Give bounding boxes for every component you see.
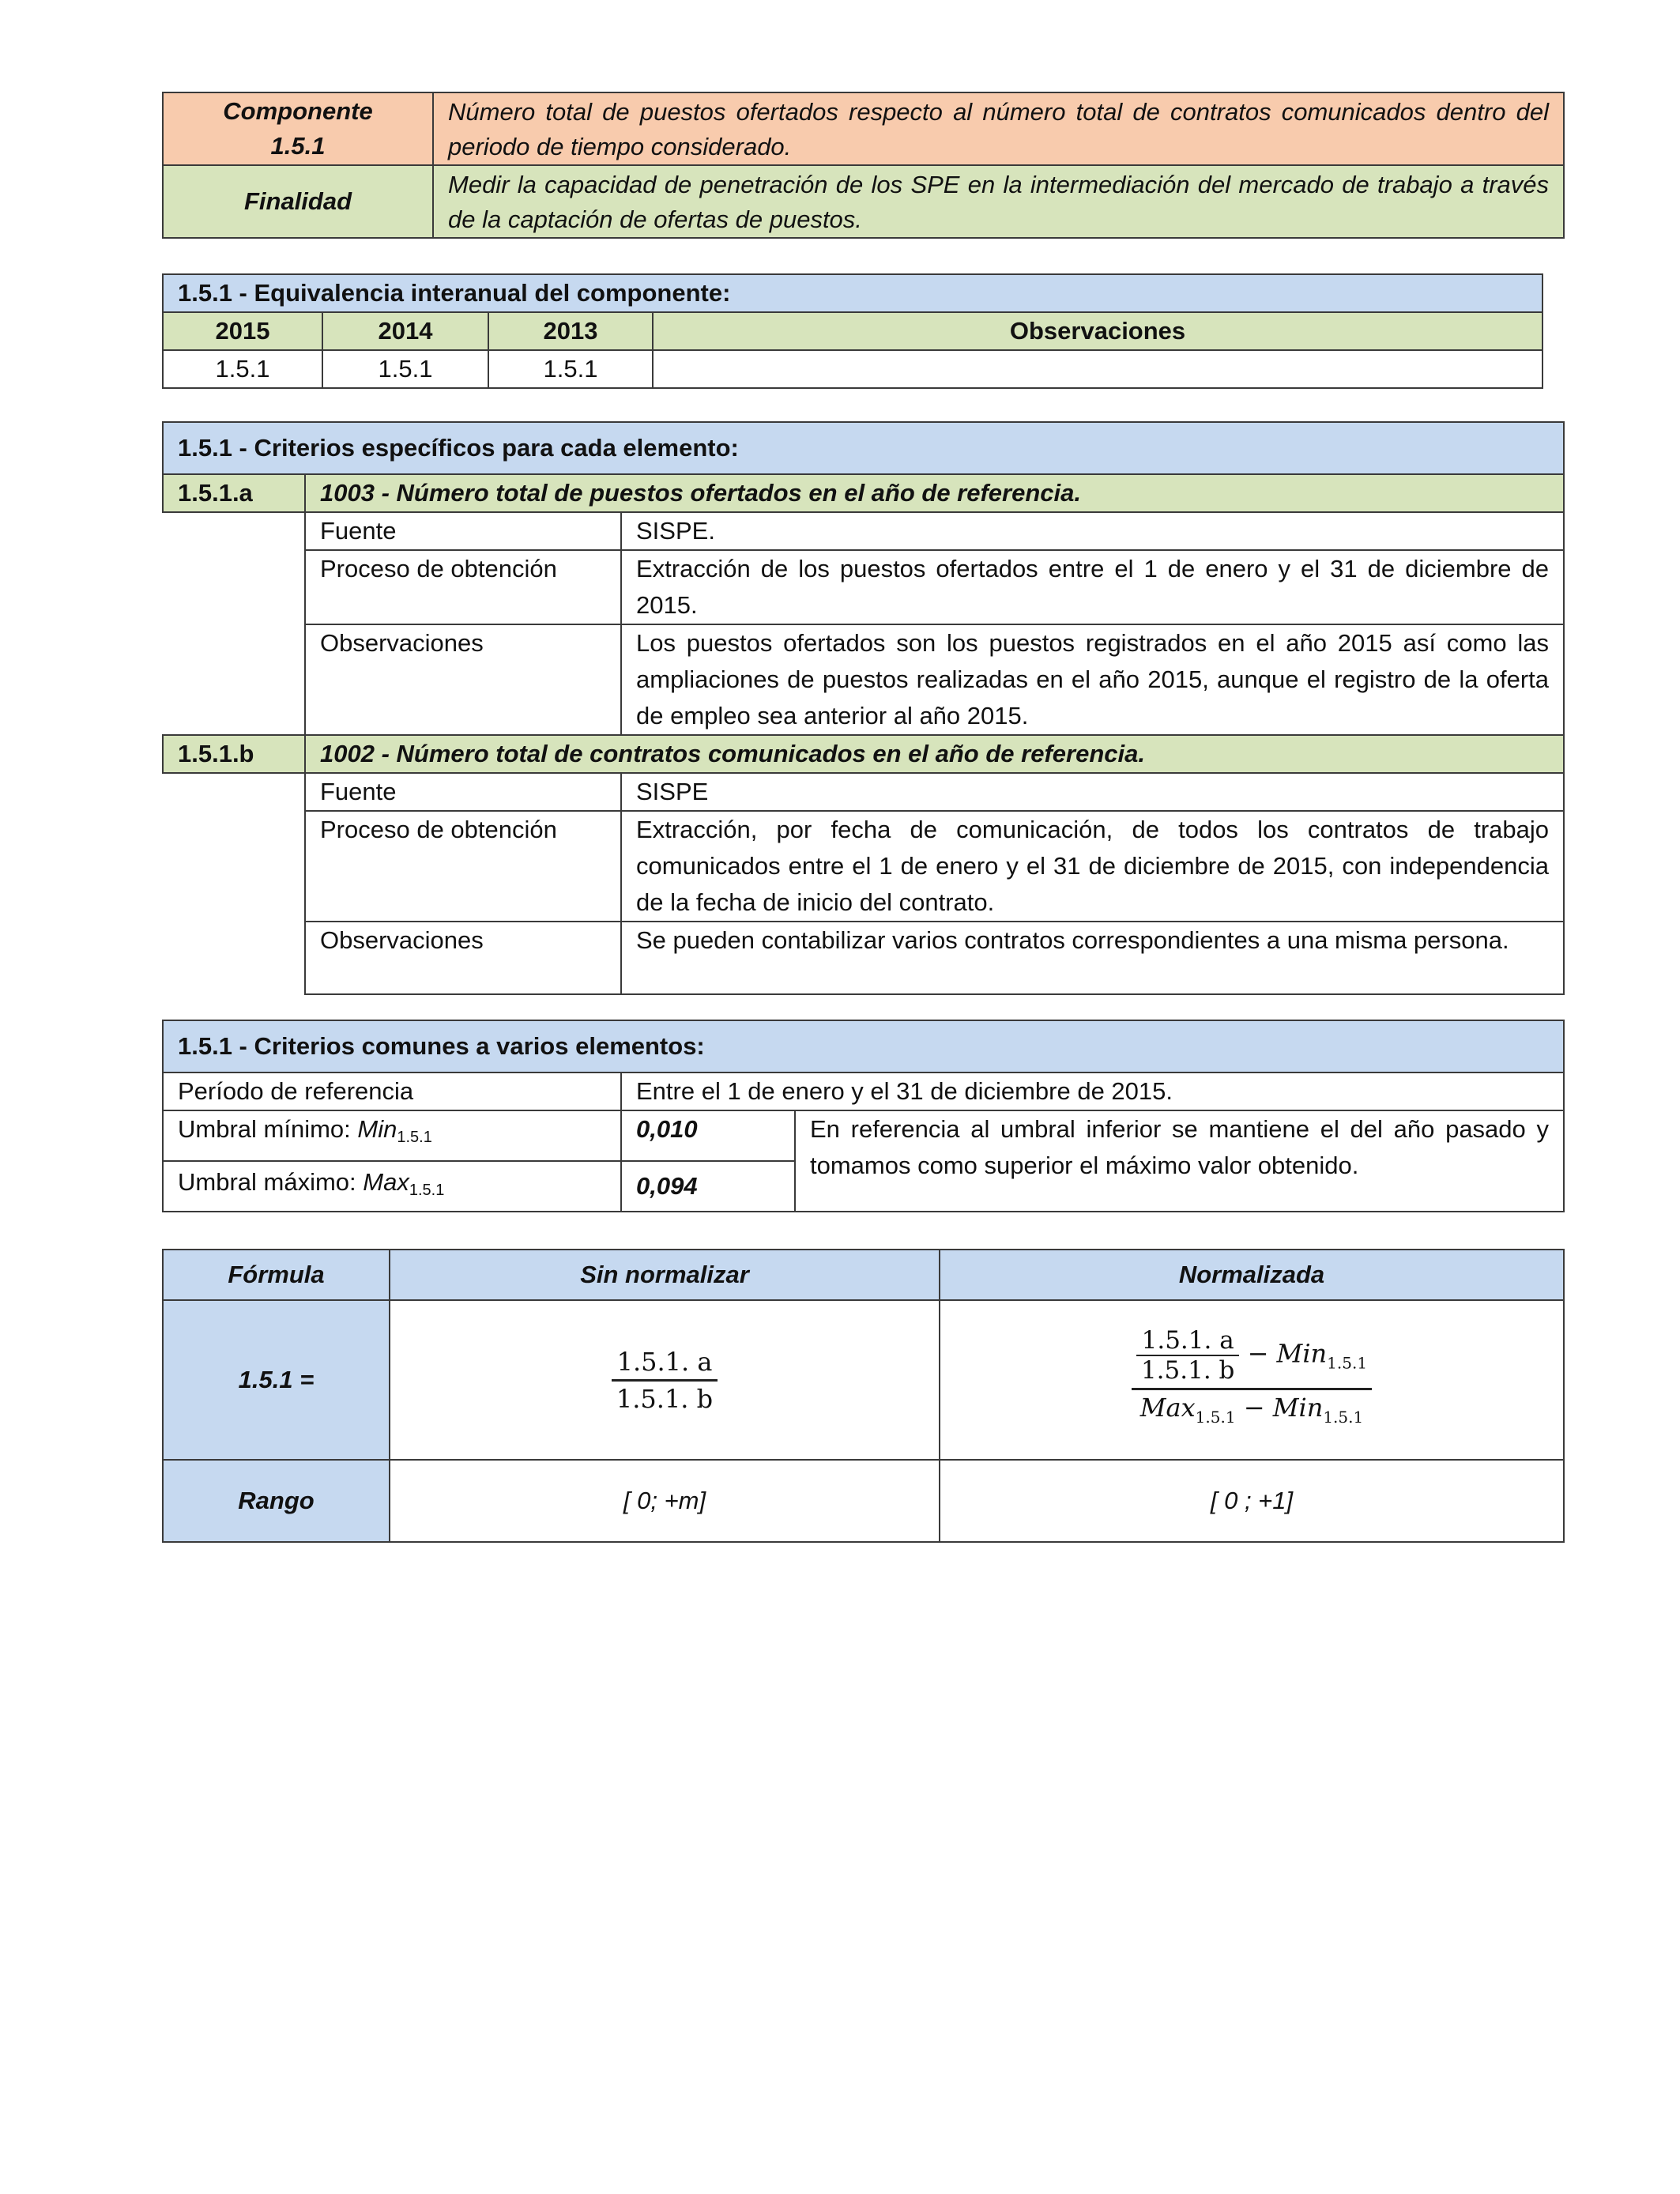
- periodo-label: Período de referencia: [163, 1072, 621, 1110]
- formula-col-header: Fórmula: [163, 1250, 390, 1300]
- equivalencia-cell-2014: 1.5.1: [322, 350, 488, 388]
- element-b-spacer: [163, 773, 305, 994]
- normalizada-formula: [940, 1300, 1564, 1460]
- equivalencia-col-2015: 2015: [163, 312, 322, 350]
- umbral-min-label: Umbral mínimo:: [178, 1115, 358, 1143]
- normalizada-fraction: [1132, 1326, 1372, 1434]
- element-b-fuente: SISPE: [621, 773, 1564, 811]
- rango-label: Rango: [163, 1460, 390, 1542]
- element-a-fuente-label: Fuente: [305, 512, 621, 550]
- equivalencia-cell-observaciones: [653, 350, 1543, 388]
- element-a-fuente: SISPE.: [621, 512, 1564, 550]
- rango-normalizada: [ 0 ; +1]: [940, 1460, 1564, 1542]
- umbral-min-subscript: 1.5.1: [397, 1129, 432, 1146]
- finalidad-description: Medir la capacidad de penetración de los SPE en la intermediación del mercado de trabajo a través de la captación de ofertas de puestos.: [433, 165, 1564, 238]
- umbral-max-label: Umbral máximo:: [178, 1168, 363, 1196]
- umbral-max-label-cell: [163, 1161, 621, 1212]
- criterios-comunes-table: [162, 1020, 1565, 1212]
- umbral-min-symbol: Min: [357, 1115, 397, 1143]
- componente-table: [162, 92, 1565, 239]
- umbral-min-value: 0,010: [621, 1110, 795, 1161]
- element-a-proceso-label: Proceso de obtención: [305, 550, 621, 624]
- componente-description: Número total de puestos ofertados respecto al número total de contratos comunicados dentro del periodo de tiempo considerado.: [433, 92, 1564, 165]
- criterios-especificos-title: 1.5.1 - Criterios específicos para cada elemento:: [163, 422, 1564, 474]
- sin-denominator: 1.5.1. b: [616, 1383, 714, 1414]
- element-b-name: 1002 - Número total de contratos comunicados en el año de referencia.: [305, 735, 1564, 773]
- element-a-proceso: Extracción de los puestos ofertados entre el 1 de enero y el 31 de diciembre de 2015.: [621, 550, 1564, 624]
- element-a-obs: Los puestos ofertados son los puestos registrados en el año 2015 así como las ampliaciones de puestos realizadas en el año 2015, aunque el registro de la oferta de empleo sea anterior al año 2015.: [621, 624, 1564, 735]
- equivalencia-cell-2013: 1.5.1: [488, 350, 653, 388]
- norm-min-top: Min: [1276, 1338, 1328, 1368]
- umbral-max-value: 0,094: [621, 1161, 795, 1212]
- norm-min-top-sub: 1.5.1: [1327, 1353, 1368, 1372]
- element-a-code: 1.5.1.a: [163, 474, 305, 512]
- element-b-obs-label: Observaciones: [305, 922, 621, 994]
- rango-sin-normalizar: [ 0; +m]: [390, 1460, 940, 1542]
- norm-max: Max: [1139, 1392, 1196, 1423]
- element-b-fuente-label: Fuente: [305, 773, 621, 811]
- equivalencia-col-2014: 2014: [322, 312, 488, 350]
- criterios-comunes-title: 1.5.1 - Criterios comunes a varios elementos:: [163, 1020, 1564, 1072]
- periodo-value: Entre el 1 de enero y el 31 de diciembre de 2015.: [621, 1072, 1564, 1110]
- equivalencia-title: 1.5.1 - Equivalencia interanual del componente:: [163, 274, 1543, 312]
- equivalencia-table: [162, 273, 1543, 389]
- element-a-spacer: [163, 512, 305, 735]
- formula-table: [162, 1249, 1565, 1543]
- normalizada-header: Normalizada: [940, 1250, 1564, 1300]
- componente-label: Componente: [223, 97, 373, 125]
- componente-label-cell: [163, 92, 433, 165]
- umbral-max-symbol: Max: [363, 1168, 409, 1196]
- criterios-especificos-table: [162, 421, 1565, 995]
- sin-normalizar-fraction: [612, 1344, 718, 1416]
- element-b-code: 1.5.1.b: [163, 735, 305, 773]
- element-a-name: 1003 - Número total de puestos ofertados en el año de referencia.: [305, 474, 1564, 512]
- norm-inner-fraction: [1136, 1326, 1239, 1385]
- norm-inner-den: 1.5.1. b: [1140, 1355, 1235, 1385]
- sin-normalizar-header: Sin normalizar: [390, 1250, 940, 1300]
- umbral-note: En referencia al umbral inferior se mantiene el del año pasado y tomamos como superior el máximo valor obtenido.: [795, 1110, 1564, 1212]
- norm-max-sub: 1.5.1: [1195, 1407, 1236, 1427]
- norm-numerator: [1132, 1326, 1372, 1390]
- finalidad-label: Finalidad: [163, 165, 433, 238]
- norm-minus-top: −: [1247, 1338, 1269, 1368]
- element-a-obs-label: Observaciones: [305, 624, 621, 735]
- equivalencia-col-2013: 2013: [488, 312, 653, 350]
- umbral-max-subscript: 1.5.1: [409, 1182, 445, 1199]
- formula-row-label: 1.5.1 =: [163, 1300, 390, 1460]
- norm-inner-num: 1.5.1. a: [1136, 1326, 1239, 1356]
- sin-normalizar-formula: [390, 1300, 940, 1460]
- umbral-min-label-cell: [163, 1110, 621, 1161]
- norm-minus-bottom: −: [1243, 1392, 1265, 1423]
- element-b-obs: Se pueden contabilizar varios contratos correspondientes a una misma persona.: [621, 922, 1564, 994]
- componente-number: 1.5.1: [270, 132, 326, 160]
- norm-min-bottom-sub: 1.5.1: [1323, 1407, 1364, 1427]
- sin-numerator: 1.5.1. a: [612, 1344, 718, 1382]
- norm-min-bottom: Min: [1272, 1392, 1324, 1423]
- element-b-proceso: Extracción, por fecha de comunicación, de todos los contratos de trabajo comunicados entre el 1 de enero y el 31 de diciembre de 2015, con independencia de la fecha de inicio del contrato.: [621, 811, 1564, 922]
- equivalencia-cell-2015: 1.5.1: [163, 350, 322, 388]
- equivalencia-col-observaciones: Observaciones: [653, 312, 1543, 350]
- element-b-proceso-label: Proceso de obtención: [305, 811, 621, 922]
- norm-denominator: [1132, 1390, 1372, 1434]
